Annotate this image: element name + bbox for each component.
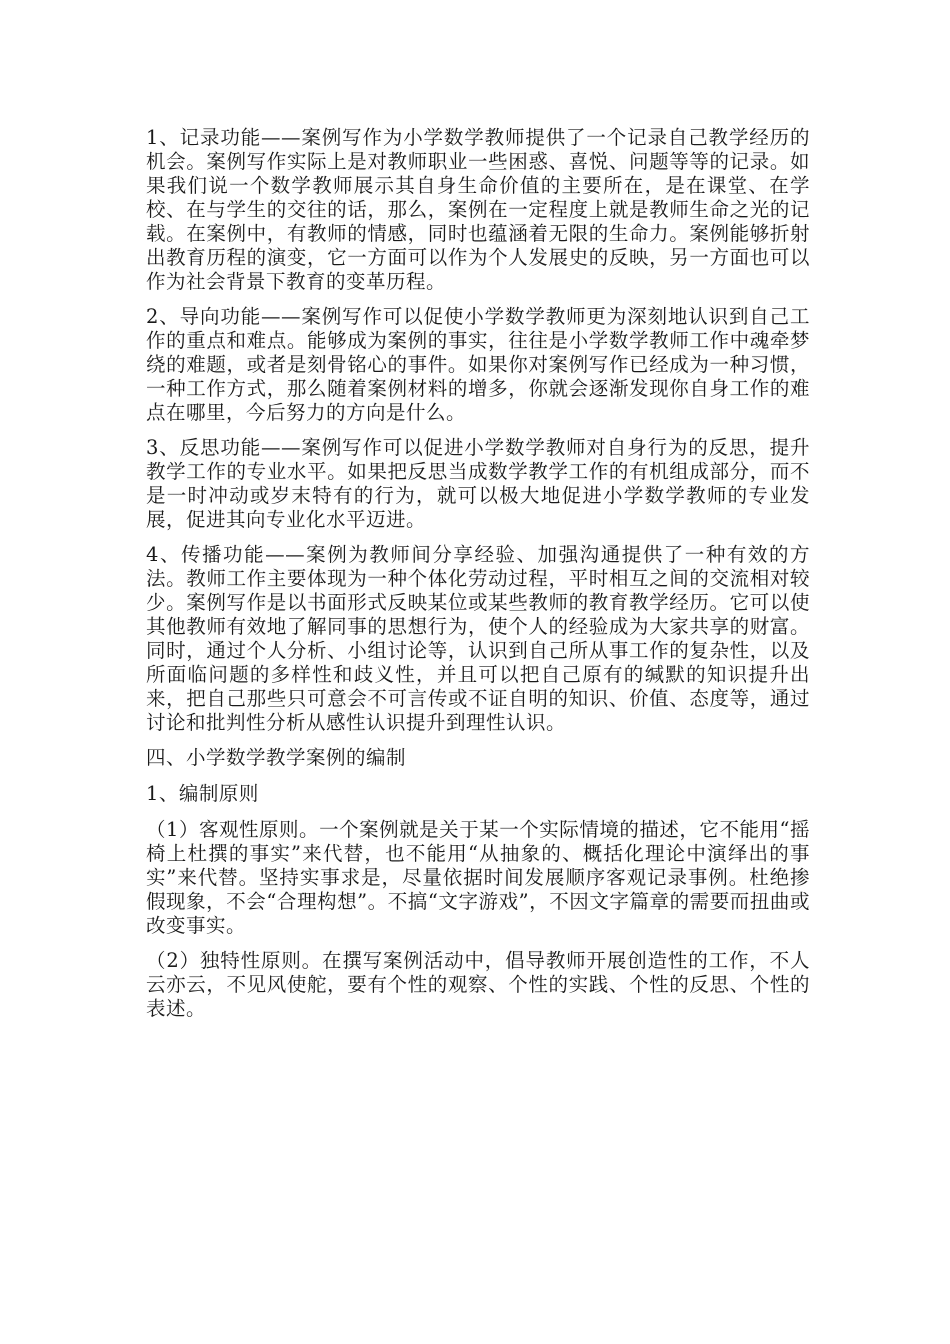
subsection-heading-principles: 1、编制原则 (146, 782, 259, 805)
paragraph-objectivity-principle: （1）客观性原则。一个案例就是关于某一个实际情境的描述，它不能用“摇椅上杜撰的事实”来代替，也不能用“从抽象的、概括化理论中演绎出的事实”来代替。坚持实事求是，尽量依据时间发展顺序客观记录事例。杜绝掺假现象，不会“合理构想”。不搞“文字游戏”，不因文字篇章的需要而扭曲或改变事实。 (146, 818, 810, 937)
paragraph-record-function: 1、记录功能——案例写作为小学数学教师提供了一个记录自己教学经历的机会。案例写作实际上是对教师职业一些困惑、喜悦、问题等等的记录。如果我们说一个数学教师展示其自身生命价值的主要所在，是在课堂、在学校、在与学生的交往的话，那么，案例在一定程度上就是教师生命之光的记载。在案例中，有教师的情感，同时也蕴涵着无限的生命力。案例能够折射出教育历程的演变，它一方面可以作为个人发展史的反映，另一方面也可以作为社会背景下教育的变革历程。 (146, 126, 810, 293)
paragraph-uniqueness-principle: （2）独特性原则。在撰写案例活动中，倡导教师开展创造性的工作，不人云亦云，不见风使舵，要有个性的观察、个性的实践、个性的反思、个性的表述。 (146, 949, 810, 1020)
paragraph-dissemination-function: 4、传播功能——案例为教师间分享经验、加强沟通提供了一种有效的方法。教师工作主要体现为一种个体化劳动过程，平时相互之间的交流相对较少。案例写作是以书面形式反映某位或某些教师的教育教学经历。它可以使其他教师有效地了解同事的思想行为，使个人的经验成为大家共享的财富。同时，通过个人分析、小组讨论等，认识到自己所从事工作的复杂性，以及所面临问题的多样性和歧义性，并且可以把自己原有的缄默的知识提升出来，把自己那些只可意会不可言传或不证自明的知识、价值、态度等，通过讨论和批判性分析从感性认识提升到理性认识。 (146, 543, 810, 734)
paragraph-reflection-function: 3、反思功能——案例写作可以促进小学数学教师对自身行为的反思，提升教学工作的专业水平。如果把反思当成数学教学工作的有机组成部分，而不是一时冲动或岁末特有的行为，就可以极大地促进小学数学教师的专业发展，促进其向专业化水平迈进。 (146, 436, 810, 531)
paragraph-guidance-function: 2、导向功能——案例写作可以促使小学数学教师更为深刻地认识到自己工作的重点和难点。能够成为案例的事实，往往是小学数学教师工作中魂牵梦绕的难题，或者是刻骨铭心的事件。如果你对案例写作已经成为一种习惯，一种工作方式，那么随着案例材料的增多，你就会逐渐发现你自身工作的难点在哪里，今后努力的方向是什么。 (146, 305, 810, 424)
document-page (146, 126, 810, 1032)
section-heading-case-compilation: 四、小学数学教学案例的编制 (146, 746, 407, 769)
